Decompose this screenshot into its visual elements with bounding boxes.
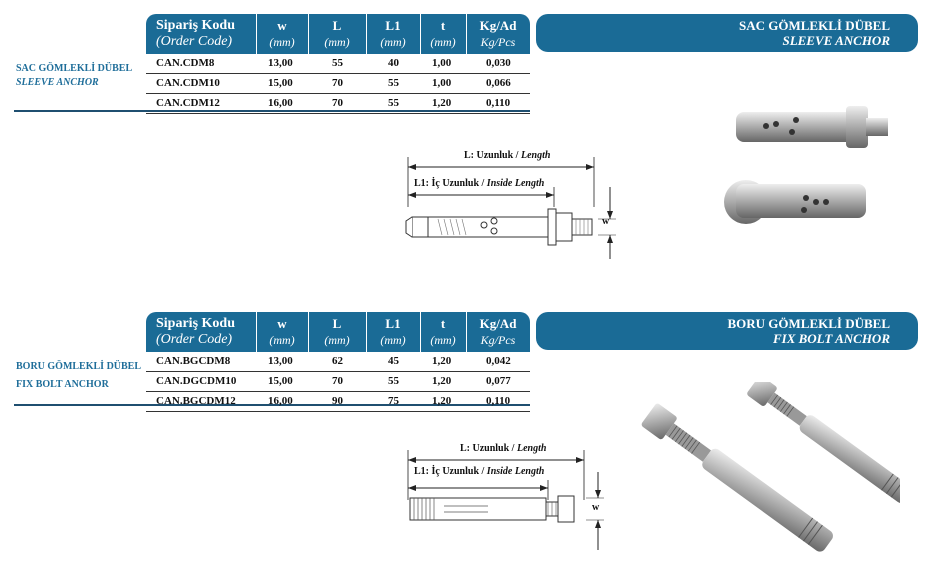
col-l: L (mm)	[324, 18, 350, 49]
dim-inside-label: L1: İç Uzunluk / Inside Length	[414, 466, 545, 477]
col-t: t (mm)	[430, 18, 456, 49]
dim-length-label: L: Uzunluk / Length	[464, 150, 551, 161]
col-order-code: Sipariş Kodu (Order Code)	[156, 18, 235, 49]
section-label	[16, 62, 132, 90]
label-en: SLEEVE ANCHOR	[16, 77, 99, 88]
table-row: CAN.CDM10 15,00 70 55 1,00 0,066	[146, 74, 530, 94]
col-l1: L1 (mm)	[380, 18, 406, 49]
table-header	[146, 312, 530, 352]
title-banner: SAC GÖMLEKLİ DÜBEL SLEEVE ANCHOR	[536, 14, 918, 52]
table-row: CAN.BGCDM8 13,00 62 45 1,20 0,042	[146, 352, 530, 372]
dim-w-label: w	[592, 502, 600, 513]
title-banner: BORU GÖMLEKLİ DÜBEL FIX BOLT ANCHOR	[536, 312, 918, 350]
label-tr: SAC GÖMLEKLİ DÜBEL	[16, 63, 133, 74]
section-label	[16, 360, 141, 396]
table-row: CAN.DGCDM10 15,00 70 55 1,20 0,077	[146, 372, 530, 392]
col-kg: Kg/Ad Kg/Pcs	[479, 316, 517, 347]
table-row: CAN.CDM8 13,00 55 40 1,00 0,030	[146, 54, 530, 74]
dimension-drawing	[398, 147, 620, 259]
label-tr: BORU GÖMLEKLİ DÜBEL	[16, 361, 142, 372]
col-l1: L1 (mm)	[380, 316, 406, 347]
dim-length-label: L: Uzunluk / Length	[460, 443, 547, 454]
dimension-drawing	[398, 440, 620, 552]
col-order-code: Sipariş Kodu (Order Code)	[156, 316, 235, 347]
table-body	[146, 352, 530, 412]
sleeve-anchor-photo	[716, 102, 896, 232]
table-row: CAN.BGCDM12 16,00 90 75 1,20 0,110	[146, 392, 530, 412]
col-w: w (mm)	[269, 316, 295, 347]
table-header	[146, 14, 530, 54]
dim-inside-label: L1: İç Uzunluk / Inside Length	[414, 178, 545, 189]
col-t: t (mm)	[430, 316, 456, 347]
fix-bolt-anchor-photo	[640, 382, 900, 562]
table-row: CAN.CDM12 16,00 70 55 1,20 0,110	[146, 94, 530, 114]
col-w: w (mm)	[269, 18, 295, 49]
col-kg: Kg/Ad Kg/Pcs	[479, 18, 517, 49]
label-en: FIX BOLT ANCHOR	[16, 379, 109, 390]
col-l: L (mm)	[324, 316, 350, 347]
dim-w-label: w	[602, 216, 610, 227]
table-body	[146, 54, 530, 114]
